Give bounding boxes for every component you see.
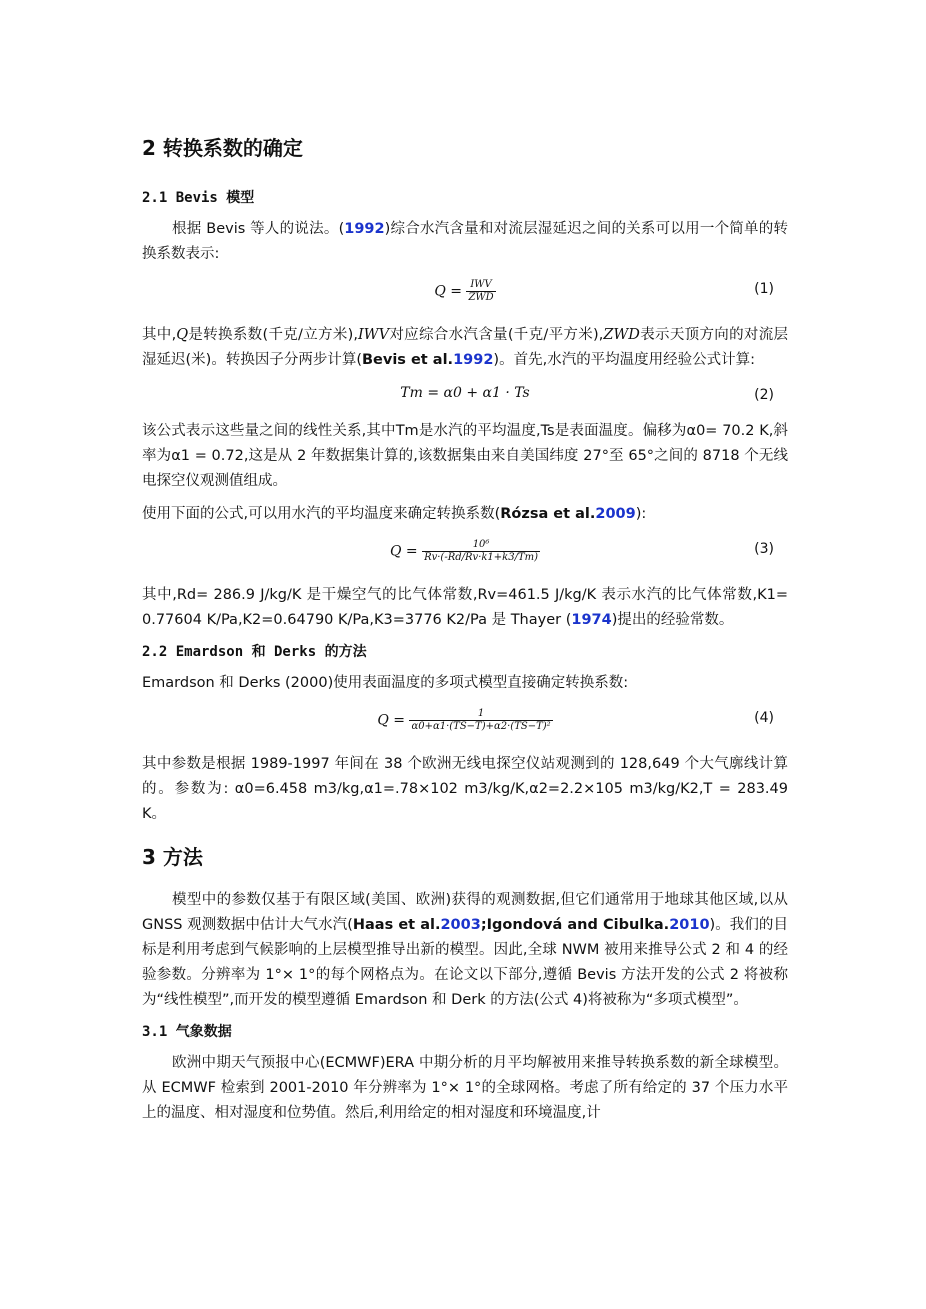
section-3-heading: 3 方法: [142, 845, 203, 869]
citation-link[interactable]: 1992: [344, 221, 385, 237]
paragraph-conversion-formula: 使用下面的公式,可以用水汽的平均温度来确定转换系数(Rózsa et al.2009):: [142, 506, 647, 522]
equation-4-fraction: $\frac{1}{\text{α0+α1·(TS−T)+α2·(TS−T)²}}$: [411, 708, 551, 732]
equation-1-fraction: $\frac{\text{IWV}}{\text{ZWD}}$: [468, 279, 494, 303]
citation-link[interactable]: 2010: [669, 917, 710, 933]
equation-number: (1): [754, 281, 774, 297]
citation-link[interactable]: 1974: [571, 612, 612, 628]
section-2-1-heading: 2.1 Bevis 模型: [142, 190, 255, 206]
document-page: [142, 120, 788, 1134]
citation-link[interactable]: 1992: [453, 352, 494, 368]
equation-3: Q = $\frac{\text{10⁶}}{Rv\cdot(-Rd/Rv\cdot k1+k3/Tm)}$ (3): [389, 539, 774, 563]
citation-link[interactable]: 2003: [440, 917, 481, 933]
section-3-1-heading: 3.1 气象数据: [142, 1024, 232, 1040]
paragraph-bevis-intro: 根据 Bevis 等人的说法。(1992)综合水汽含量和对流层湿延迟之间的关系可以用一个简单的转换系数表示:: [142, 221, 788, 262]
paragraph-meteorological-data: 欧洲中期天气预报中心(ECMWF)ERA 中期分析的月平均解被用来推导转换系数的新全球模型。从 ECMWF 检索到 2001-2010 年分辨率为 1°× 1°的全球网格。考虑了所有给定的 37 个压力水平上的温度、相对湿度和位势值。然后,利用给定的相对湿度和环境温度,计: [142, 1055, 788, 1121]
paragraph-emardson-intro: Emardson 和 Derks (2000)使用表面温度的多项式模型直接确定转换系数:: [142, 675, 629, 691]
citation-link[interactable]: 2009: [595, 506, 636, 522]
paragraph-bevis-definitions: 其中,Q是转换系数(千克/立方米),IWV对应综合水汽含量(千克/平方米),ZWD表示天顶方向的对流层湿延迟(米)。转换因子分两步计算(Bevis et al.1992)。首先,水汽的平均温度用经验公式计算:: [142, 327, 789, 368]
equation-1: Q = $\frac{\text{IWV}}{\text{ZWD}}$ (1): [434, 279, 774, 303]
paragraph-linear-relation: 该公式表示这些量之间的线性关系,其中Tm是水汽的平均温度,Ts是表面温度。偏移为α0= 70.2 K,斜率为α1 = 0.72,这是从 2 年数据集计算的,该数据集由来自美国纬度 27°至 65°之间的 8718 个无线电探空仪观测值组成。: [142, 423, 788, 489]
equation-number: (2): [754, 387, 774, 403]
paragraph-emardson-params: 其中参数是根据 1989-1997 年间在 38 个欧洲无线电探空仪站观测到的 128,649 个大气廓线计算的。参数为: α0=6.458 m3/kg,α1=.78×102 m3/kg/K,α2=2.2×105 m3/kg/K2,T = 283.49 K。: [142, 756, 788, 822]
equation-4: Q = $\frac{1}{\text{α0+α1·(TS−T)+α2·(TS−T)²}}$ (4): [377, 708, 774, 732]
equation-3-fraction: $\frac{\text{10⁶}}{Rv\cdot(-Rd/Rv\cdot k1+k3/Tm)}$: [424, 539, 539, 563]
equation-2: Tm = α0 + α1 · Ts (2): [400, 385, 774, 403]
paragraph-methods: 模型中的参数仅基于有限区域(美国、欧洲)获得的观测数据,但它们通常用于地球其他区域,以从 GNSS 观测数据中估计大气水汽(Haas et al.2003;Igondová and Cibulka.2010)。我们的目标是利用考虑到气候影响的上层模型推导出新的模型。因此,全球 NWM 被用来推导公式 2 和 4 的经验参数。分辨率为 1°× 1°的每个网格点为。在论文以下部分,遵循 Bevis 方法开发的公式 2 将被称为“线性模型”,而开发的模型遵循 Emardson 和 Derk 的方法(公式 4)将被称为“多项式模型”。: [142, 892, 788, 1008]
section-2-2-heading: 2.2 Emardson 和 Derks 的方法: [142, 644, 367, 660]
equation-number: (3): [754, 541, 774, 557]
section-2-heading: 2 转换系数的确定: [142, 136, 303, 160]
paragraph-gas-constants: 其中,Rd= 286.9 J/kg/K 是干燥空气的比气体常数,Rv=461.5 J/kg/K 表示水汽的比气体常数,K1= 0.77604 K/Pa,K2=0.64790 K/Pa,K3=3776 K2/Pa 是 Thayer (1974)提出的经验常数。: [142, 587, 788, 628]
equation-number: (4): [754, 710, 774, 726]
